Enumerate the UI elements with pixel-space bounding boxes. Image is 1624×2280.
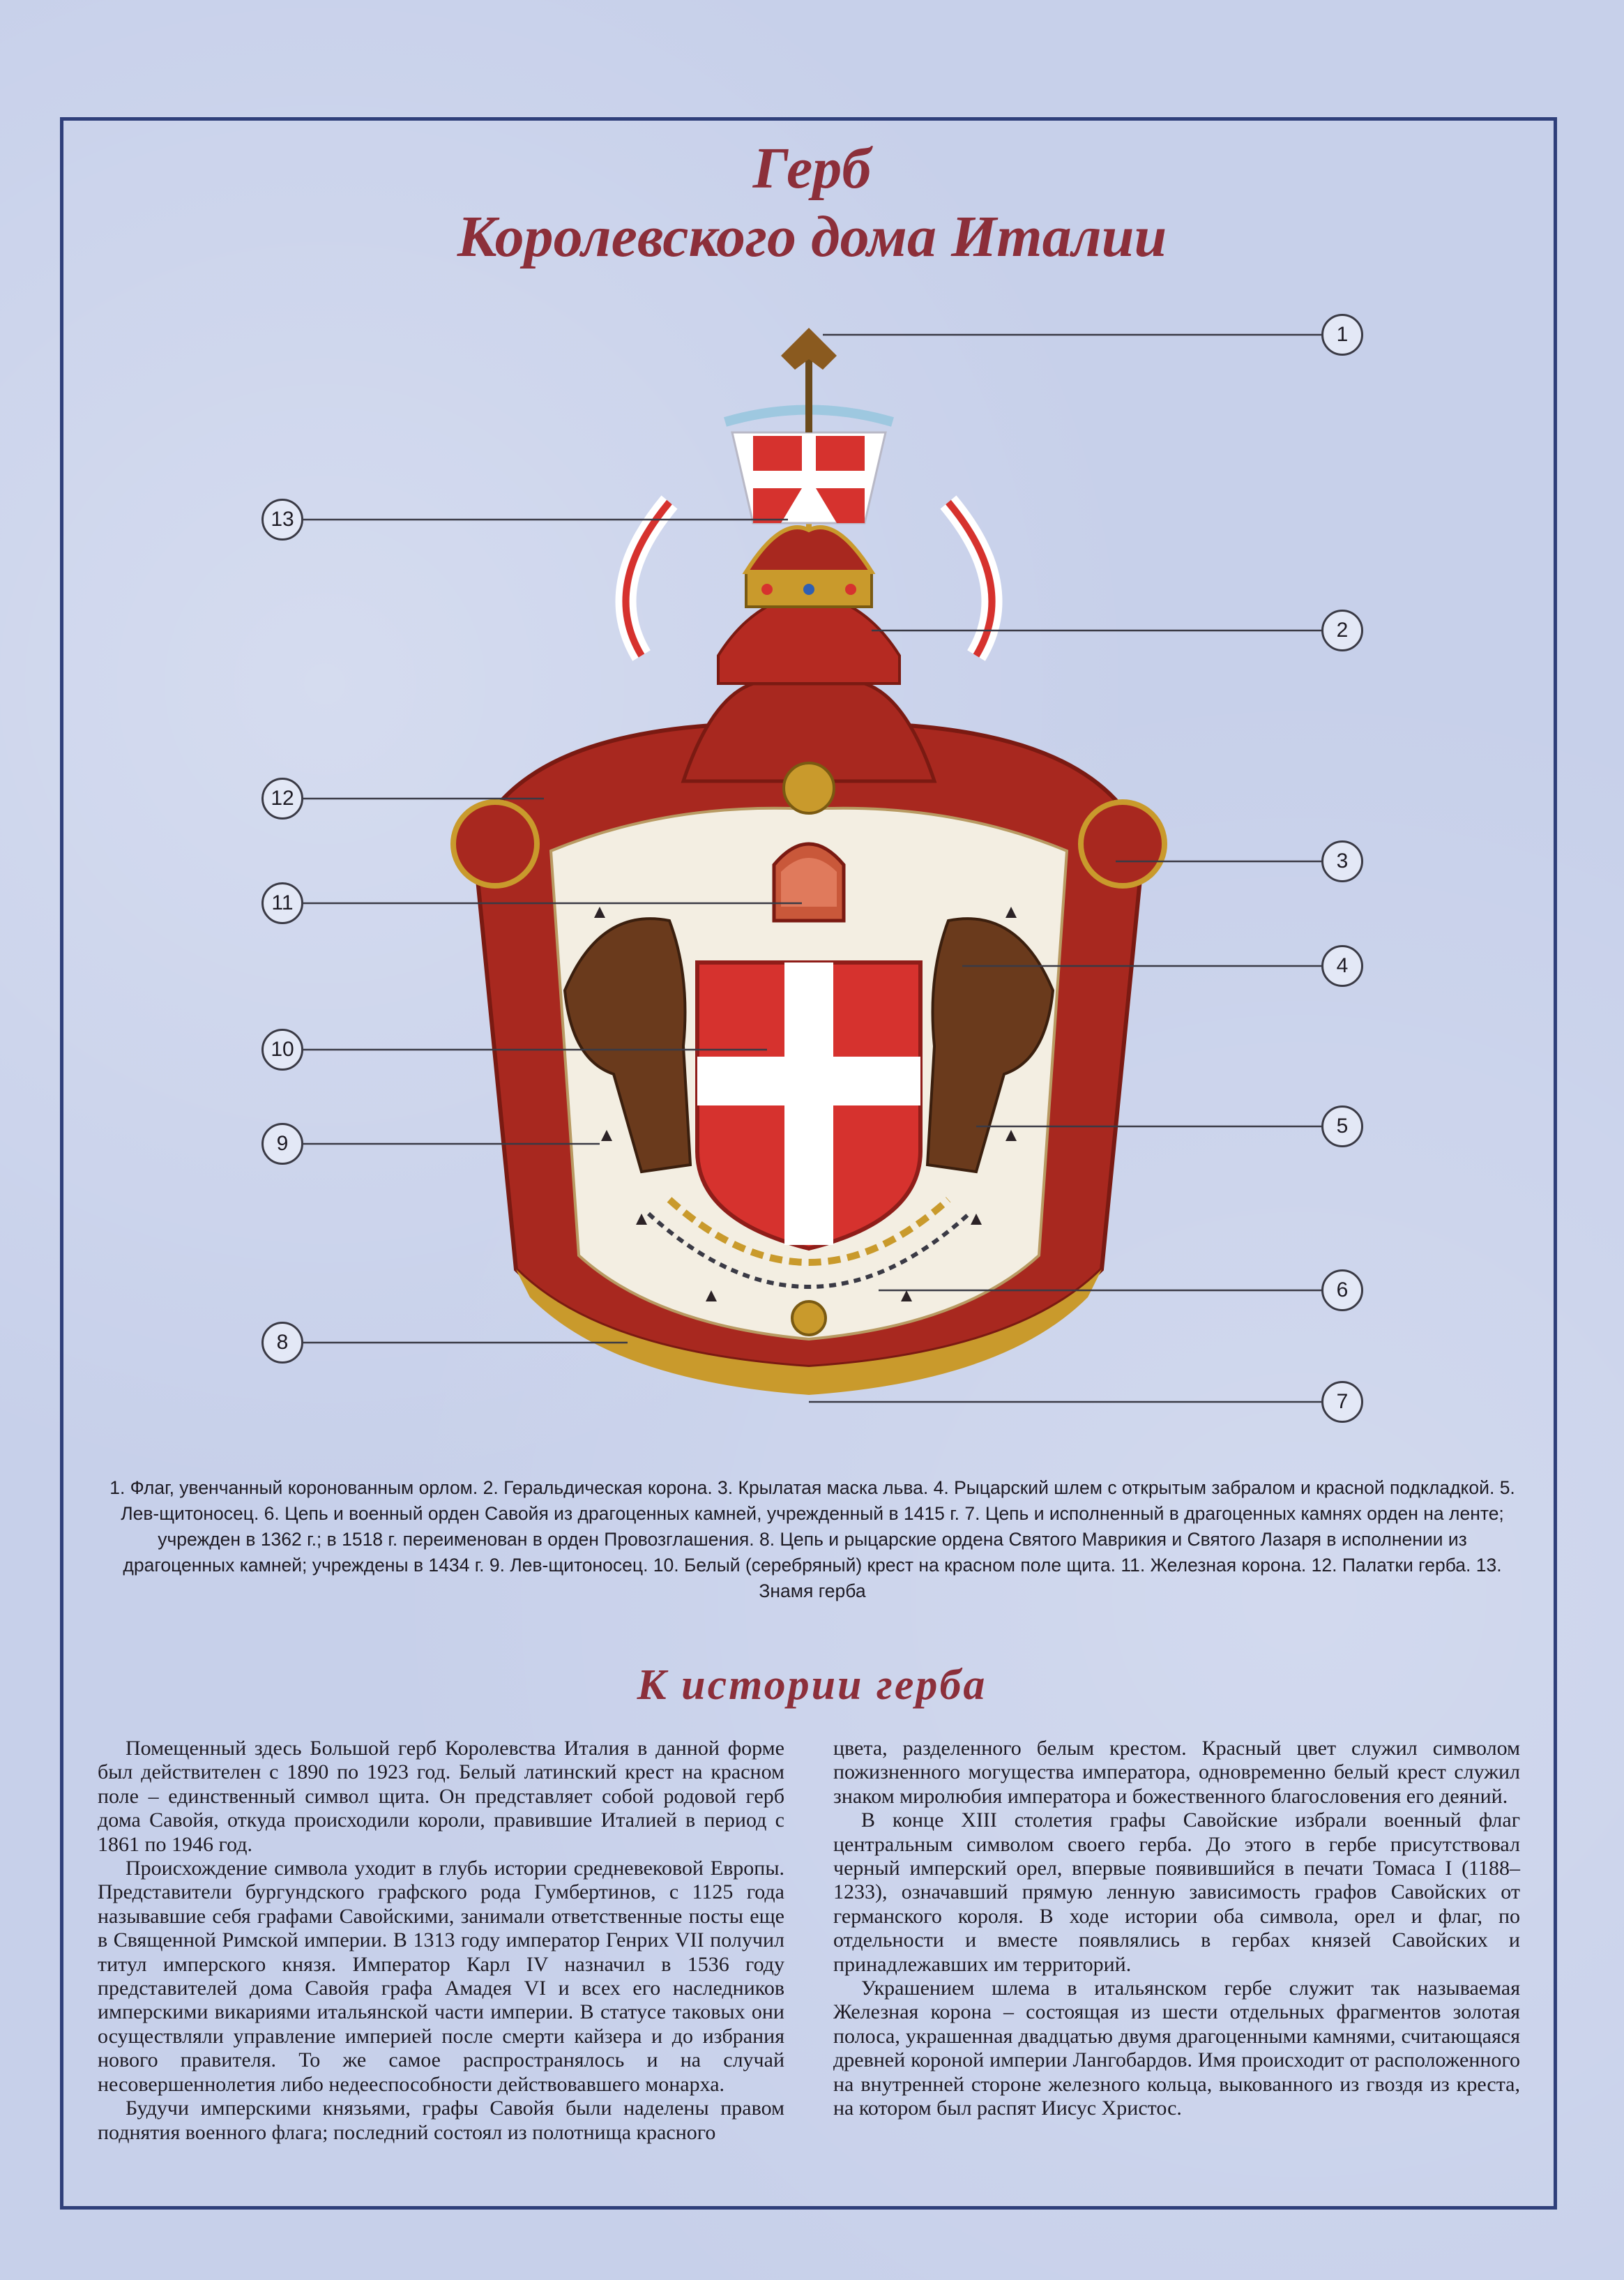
callout-10: 10 bbox=[261, 1029, 303, 1071]
callout-9: 9 bbox=[261, 1123, 303, 1165]
history-paragraph: цвета, разделенного белым крестом. Красный цвет служил символом пожизненного могущества императора, одновременно белый крест служил знаком миролюбия императора и божественного благословения его деяний. bbox=[833, 1737, 1520, 1808]
savoy-shield bbox=[697, 962, 920, 1248]
callout-8: 8 bbox=[261, 1322, 303, 1364]
lion-mask bbox=[784, 763, 834, 813]
history-paragraph: Украшением шлема в итальянском гербе служит так называемая Железная корона – состоящая из шести отдельных фрагментов золотая полоса, украшенная двадцатью двумя драгоценными камнями, считающаяся древней короной империи Лангобардов. Имя происходит от расположенного на внутренней стороне железного кольца, выкованного из гвоздя из креста, на котором был распят Иисус Христос. bbox=[833, 1977, 1520, 2120]
callout-12: 12 bbox=[261, 778, 303, 820]
history-right-column bbox=[833, 1737, 1520, 2145]
eagle-finial bbox=[781, 328, 837, 432]
coat-of-arms-illustration bbox=[390, 293, 1227, 1437]
callout-3: 3 bbox=[1321, 840, 1363, 882]
callout-13: 13 bbox=[261, 499, 303, 541]
order-badge bbox=[792, 1301, 826, 1335]
callout-6: 6 bbox=[1321, 1269, 1363, 1311]
history-section-title: К истории герба bbox=[637, 1661, 987, 1709]
history-paragraph: Будучи имперскими князьями, графы Савойя были наделены правом поднятия военного флага; последний состоял из полотнища красного bbox=[98, 2097, 784, 2144]
history-text-columns bbox=[98, 1737, 1520, 2145]
callout-legend: 1. Флаг, увенчанный коронованным орлом. 2. Геральдическая корона. 3. Крылатая маска льва. 4. Рыцарский шлем с открытым забралом и красной подкладкой. 5. Лев-щитоносец. 6. Цепь и военный орден Савойя из драгоценных камней, учрежденный в 1415 г. 7. Цепь и исполненный в драгоценных камнях орден на ленте; учрежден в 1362 г.; в 1518 г. переименован в орден Провозглашения. 8. Цепь и рыцарские ордена Святого Маврикия и Святого Лазаря в исполнении из драгоценных камней; учреждены в 1434 г. 9. Лев-щитоносец. 10. Белый (серебряный) крест на красном поле щита. 11. Железная корона. 12. Палатки герба. 13. Знамя герба bbox=[109, 1477, 1515, 1601]
history-paragraph: В конце XIII столетия графы Савойские избрали военный флаг центральным символом своего герба. До этого в гербе присутствовал черный имперский орел, впервые появившийся в печати Томаса I (1188–1233), означавший прямую ленную зависимость графов Савойских от германского короля. В ходе истории оба символа, орел и флаг, по отдельности и вместе появлялись в гербах князей Савойских и принадлежавших им территорий. bbox=[833, 1809, 1520, 1976]
page-title-line-1: Герб bbox=[752, 136, 872, 201]
left-tassel bbox=[453, 802, 537, 886]
callout-4: 4 bbox=[1321, 945, 1363, 987]
history-left-column bbox=[98, 1737, 784, 2145]
history-paragraph: Происхождение символа уходит в глубь истории средневековой Европы. Представители бургундского графского рода Гумбертинов, с 1125 года называвшие себя графами Савойскими, занимали ответственные посты еще в Священной Римской империи. В 1313 году император Генрих VII получил титул имперского князя. Император Карл IV назначил в 1536 году представителей дома Савойя графа Амадея VI и всех его наследников имперскими викариями итальянской части империи. В статусе таковых они осуществляли управление империей после смерти кайзера и до избрания нового правителя. То же самое распространялось и на случай несовершеннолетия либо недееспособности действовавшего монарха. bbox=[98, 1857, 784, 2096]
callout-7: 7 bbox=[1321, 1381, 1363, 1423]
callout-1: 1 bbox=[1321, 314, 1363, 356]
right-tassel bbox=[1081, 802, 1164, 886]
callout-2: 2 bbox=[1321, 610, 1363, 651]
history-paragraph: Помещенный здесь Большой герб Королевства Италия в данной форме был действителен с 1890 по 1923 год. Белый латинский крест на красном поле – единственный символ щита. Он представляет собой родовой герб дома Савойя, откуда происходили короли, правившие Италией в период с 1861 по 1946 год. bbox=[98, 1737, 784, 1856]
callout-5: 5 bbox=[1321, 1105, 1363, 1147]
page-title-line-2: Королевского дома Италии bbox=[457, 204, 1167, 269]
callout-11: 11 bbox=[261, 882, 303, 924]
knight-helmet bbox=[774, 844, 844, 921]
